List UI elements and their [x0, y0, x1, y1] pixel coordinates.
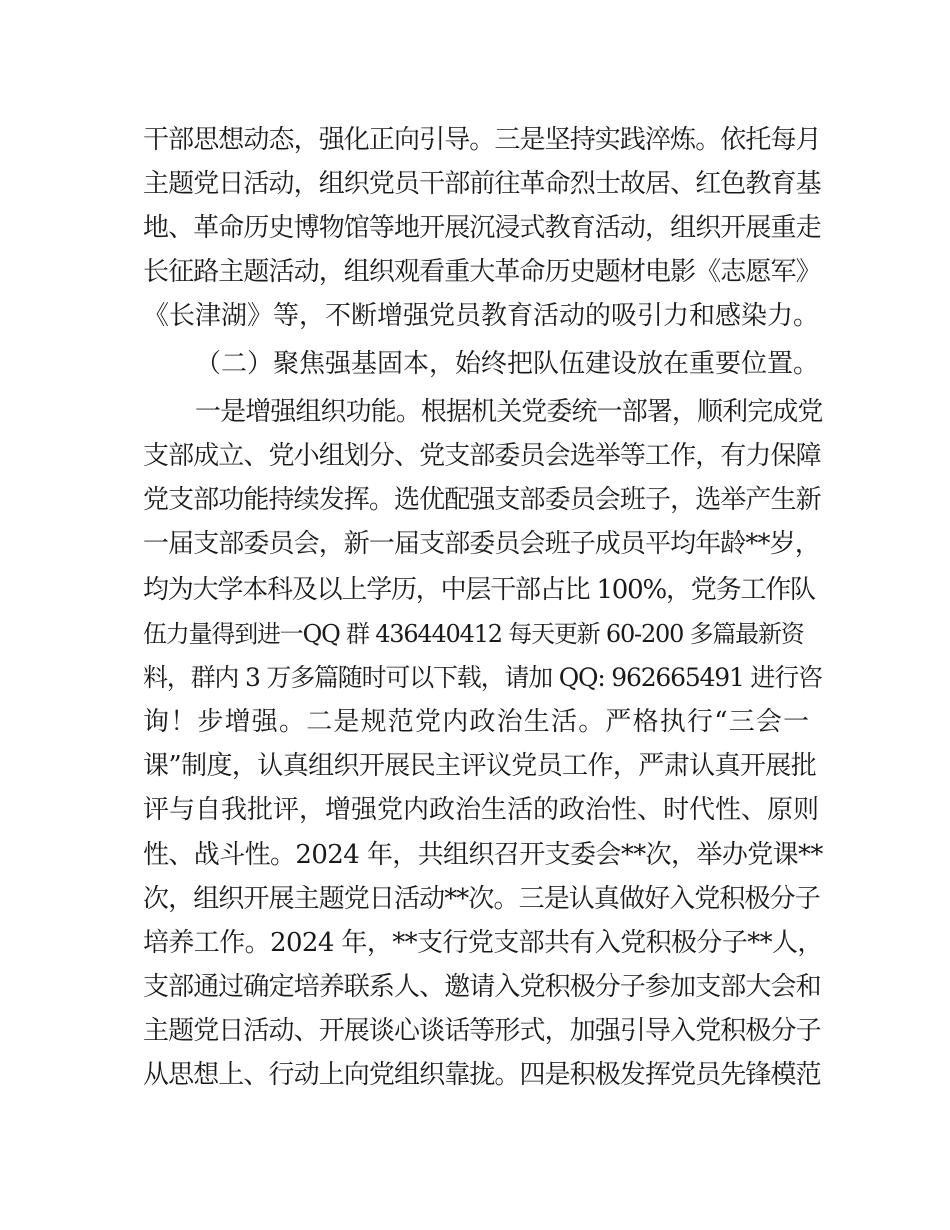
- text-line: 主题党日活动，组织党员干部前往革命烈士故居、红色教育基: [143, 169, 821, 199]
- text-line: 培养工作。2024 年，**支行党支部共有入党积极分子**人，: [143, 928, 823, 958]
- text-line: 主题党日活动、开展谈心谈话等形式，加强引导入党积极分子: [143, 1016, 821, 1046]
- text-line: 党支部功能持续发挥。选优配强支部委员会班子，选举产生新: [143, 485, 821, 515]
- text-line: 地、革命历史博物馆等地开展沉浸式教育活动，组织开展重走: [143, 213, 821, 243]
- text-line: 从思想上、行动上向党组织靠拢。四是积极发挥党员先锋模范: [143, 1060, 821, 1090]
- text-line: 性、战斗性。2024 年，共组织召开支委会**次，举办党课**: [143, 840, 823, 870]
- text-line: 长征路主题活动，组织观看重大革命历史题材电影《志愿军》: [143, 257, 821, 287]
- text-line: 干部思想动态，强化正向引导。三是坚持实践淬炼。依托每月: [143, 125, 821, 155]
- text-line: 支部成立、党小组划分、党支部委员会选举等工作，有力保障: [143, 441, 821, 471]
- text-line: 伍力量得到进一QQ 群 436440412 每天更新 60-200 多篇最新资: [143, 620, 804, 648]
- text-line: 询！步增强。二是规范党内政治生活。严格执行“三会一: [143, 707, 811, 737]
- text-line: 一是增强组织功能。根据机关党委统一部署，顺利完成党: [195, 397, 823, 427]
- text-line: 一届支部委员会，新一届支部委员会班子成员平均年龄**岁，: [143, 529, 820, 559]
- text-line: 料，群内 3 万多篇随时可以下载，请加 QQ: 962665491 进行咨: [143, 663, 822, 692]
- text-line: 评与自我批评，增强党内政治生活的政治性、时代性、原则: [143, 795, 820, 825]
- section-heading: （二）聚焦强基固本，始终把队伍建设放在重要位置。: [195, 349, 820, 379]
- text-line: 《长津湖》等，不断增强党员教育活动的吸引力和感染力。: [143, 301, 820, 331]
- text-line: 次，组织开展主题党日活动**次。三是认真做好入党积极分子: [143, 884, 820, 914]
- text-line: 均为大学本科及以上学历，中层干部占比 100%，党务工作队: [143, 575, 815, 605]
- text-line: 课”制度，认真组织开展民主评议党员工作，严肃认真开展批: [143, 751, 817, 781]
- text-line: 支部通过确定培养联系人、邀请入党积极分子参加支部大会和: [143, 972, 821, 1002]
